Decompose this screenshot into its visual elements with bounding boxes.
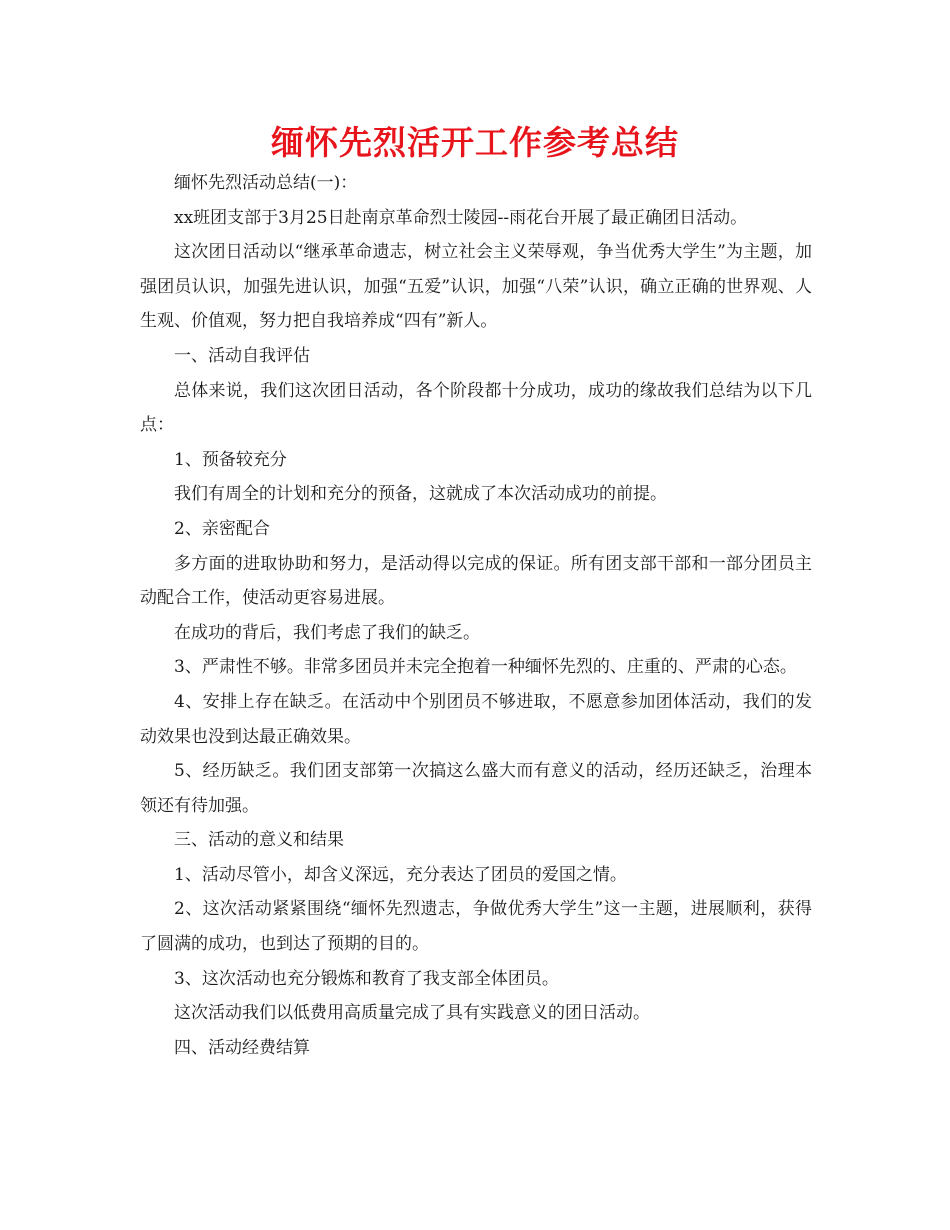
document-body [140,166,812,1065]
document-title: 缅怀先烈活开工作参考总结 [271,123,679,162]
section-heading: 一、活动自我评估 [174,345,310,366]
paragraph: 总体来说，我们这次团日活动，各个阶段都十分成功，成功的缘故我们总结为以下几点： [140,380,812,436]
list-item: 3、这次活动也充分锻炼和教育了我支部全体团员。 [174,968,559,989]
list-item-heading: 2、亲密配合 [174,518,270,539]
list-item: 2、这次活动紧紧围绕“缅怀先烈遗志，争做优秀大学生”这一主题，进展顺利，获得了圆满的成功，也到达了预期的目的。 [140,899,812,955]
paragraph: 在成功的背后，我们考虑了我们的缺乏。 [174,622,480,643]
section-heading: 三、活动的意义和结果 [174,830,344,851]
paragraph: xx班团支部于3月25日赴南京革命烈士陵园--雨花台开展了最正确团日活动。 [174,207,748,228]
paragraph: 这次团日活动以“继承革命遗志，树立社会主义荣辱观，争当优秀大学生”为主题，加强团员认识，加强先进认识，加强“五爱”认识，加强“八荣”认识，确立正确的世界观、人生观、价值观，努力把自我培养成“四有”新人。 [140,242,812,332]
paragraph: 缅怀先烈活动总结(一)： [174,173,358,193]
paragraph: 多方面的进取协助和努力，是活动得以完成的保证。所有团支部干部和一部分团员主动配合工作，使活动更容易进展。 [140,553,812,609]
paragraph: 我们有周全的计划和充分的预备，这就成了本次活动成功的前提。 [174,484,667,505]
list-item: 3、严肃性不够。非常多团员并未完全抱着一种缅怀先烈的、庄重的、严肃的心态。 [174,657,797,678]
section-heading: 四、活动经费结算 [174,1037,310,1058]
list-item-heading: 1、预备较充分 [174,449,287,470]
list-item: 4、安排上存在缺乏。在活动中个别团员不够进取，不愿意参加团体活动，我们的发动效果也没到达最正确效果。 [140,691,812,747]
paragraph: 这次活动我们以低费用高质量完成了具有实践意义的团日活动。 [174,1003,650,1024]
list-item: 5、经历缺乏。我们团支部第一次搞这么盛大而有意义的活动，经历还缺乏，治理本领还有待加强。 [140,761,812,816]
list-item: 1、活动尽管小，却含义深远，充分表达了团员的爱国之情。 [174,864,627,885]
